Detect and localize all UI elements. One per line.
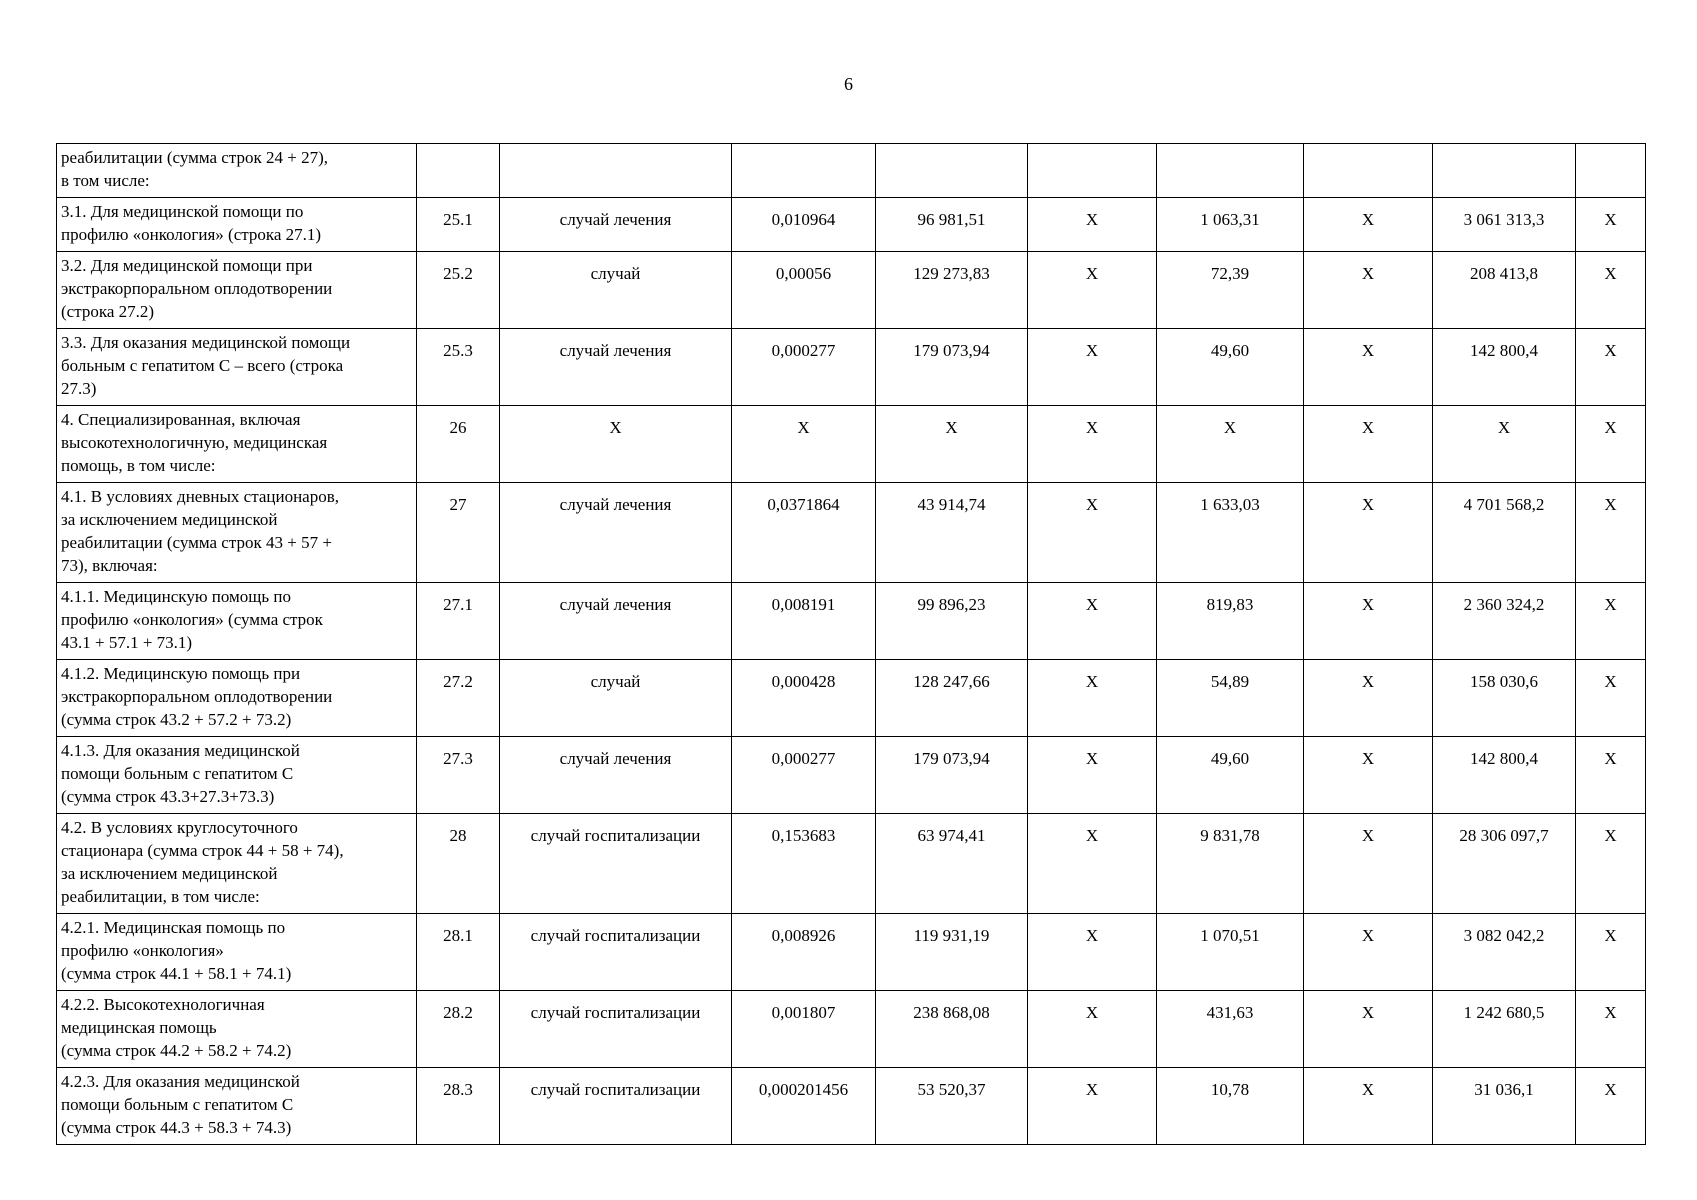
table-cell: Х (1576, 914, 1646, 991)
table-cell: Х (1028, 991, 1157, 1068)
table-cell: Х (1576, 329, 1646, 406)
table-cell (500, 144, 732, 198)
table-row (57, 144, 1646, 198)
table-cell: 0,001807 (732, 991, 876, 1068)
table-cell: Х (1576, 483, 1646, 583)
table-cell: Х (1304, 991, 1433, 1068)
table-cell: 819,83 (1157, 583, 1304, 660)
row-name: 4.1. В условиях дневных стационаров, за исключением медицинской реабилитации (сумма строк 43 + 57 + 73), включая: (57, 483, 417, 583)
table-cell: случай (500, 252, 732, 329)
table-cell: Х (1576, 252, 1646, 329)
table-cell: случай (500, 660, 732, 737)
table-cell: Х (1304, 814, 1433, 914)
table-cell: 431,63 (1157, 991, 1304, 1068)
table-row (57, 914, 1646, 991)
table-cell: 25.3 (417, 329, 500, 406)
table-cell: случай лечения (500, 737, 732, 814)
table-cell: 43 914,74 (876, 483, 1028, 583)
table-cell: 142 800,4 (1433, 329, 1576, 406)
table-cell: 158 030,6 (1433, 660, 1576, 737)
table-row (57, 406, 1646, 483)
table-cell: Х (1304, 583, 1433, 660)
table-cell: 49,60 (1157, 737, 1304, 814)
table-cell: Х (1028, 737, 1157, 814)
row-name: 3.2. Для медицинской помощи при экстракорпоральном оплодотворении (строка 27.2) (57, 252, 417, 329)
row-name: 4.2.1. Медицинская помощь по профилю «онкология» (сумма строк 44.1 + 58.1 + 74.1) (57, 914, 417, 991)
table-cell: случай лечения (500, 329, 732, 406)
table-cell: Х (1304, 252, 1433, 329)
table-cell: 1 242 680,5 (1433, 991, 1576, 1068)
table-cell: 0,0371864 (732, 483, 876, 583)
table-row (57, 483, 1646, 583)
table-row (57, 991, 1646, 1068)
row-name: 4.1.2. Медицинскую помощь при экстракорпоральном оплодотворении (сумма строк 43.2 + 57.2 + 73.2) (57, 660, 417, 737)
row-name: 4. Специализированная, включая высокотехнологичную, медицинская помощь, в том числе: (57, 406, 417, 483)
table-cell: случай госпитализации (500, 1068, 732, 1145)
table-cell: 28.1 (417, 914, 500, 991)
table-cell: Х (500, 406, 732, 483)
table-row (57, 814, 1646, 914)
row-name: реабилитации (сумма строк 24 + 27), в том числе: (57, 144, 417, 198)
table-cell: Х (1304, 1068, 1433, 1145)
table-cell (417, 144, 500, 198)
table-cell: 63 974,41 (876, 814, 1028, 914)
table-cell: 27.3 (417, 737, 500, 814)
table-cell: 0,00056 (732, 252, 876, 329)
table-cell: 72,39 (1157, 252, 1304, 329)
table-cell: 0,000201456 (732, 1068, 876, 1145)
table-cell: 0,008926 (732, 914, 876, 991)
table-row (57, 737, 1646, 814)
table-cell: 28.2 (417, 991, 500, 1068)
table-cell: Х (1576, 737, 1646, 814)
table-cell: Х (1304, 329, 1433, 406)
table-cell: случай госпитализации (500, 914, 732, 991)
table-cell: 128 247,66 (876, 660, 1028, 737)
table-cell: 25.1 (417, 198, 500, 252)
table-cell: Х (1576, 406, 1646, 483)
table-cell: Х (1304, 737, 1433, 814)
table-cell: случай лечения (500, 583, 732, 660)
row-name: 4.1.3. Для оказания медицинской помощи больным с гепатитом С (сумма строк 43.3+27.3+73.3) (57, 737, 417, 814)
table-cell (732, 144, 876, 198)
table-cell: 3 061 313,3 (1433, 198, 1576, 252)
table-cell: 0,000277 (732, 329, 876, 406)
table-cell: Х (1304, 914, 1433, 991)
table-row (57, 198, 1646, 252)
table-cell: случай лечения (500, 198, 732, 252)
table-cell: 0,153683 (732, 814, 876, 914)
table-cell: 28 306 097,7 (1433, 814, 1576, 914)
table-cell: 10,78 (1157, 1068, 1304, 1145)
table-cell: 0,010964 (732, 198, 876, 252)
row-name: 3.1. Для медицинской помощи по профилю «онкология» (строка 27.1) (57, 198, 417, 252)
table-cell: 27 (417, 483, 500, 583)
table-cell: Х (1304, 406, 1433, 483)
table-cell: 1 070,51 (1157, 914, 1304, 991)
table-cell: 2 360 324,2 (1433, 583, 1576, 660)
table-cell: Х (1576, 1068, 1646, 1145)
table-cell: Х (1028, 198, 1157, 252)
table-cell: Х (1304, 483, 1433, 583)
table-cell: Х (876, 406, 1028, 483)
table-row (57, 660, 1646, 737)
table-cell: 179 073,94 (876, 329, 1028, 406)
table-cell: 238 868,08 (876, 991, 1028, 1068)
table-cell (1576, 144, 1646, 198)
table-row (57, 1068, 1646, 1145)
row-name: 4.2.3. Для оказания медицинской помощи больным с гепатитом С (сумма строк 44.3 + 58.3 + 74.3) (57, 1068, 417, 1145)
table-cell: Х (1028, 583, 1157, 660)
table-cell: 31 036,1 (1433, 1068, 1576, 1145)
table-cell: Х (732, 406, 876, 483)
table-cell (1157, 144, 1304, 198)
table-cell: Х (1028, 252, 1157, 329)
table-cell: 99 896,23 (876, 583, 1028, 660)
table-cell: 179 073,94 (876, 737, 1028, 814)
table-cell: 0,000428 (732, 660, 876, 737)
data-table (56, 143, 1646, 1145)
row-name: 3.3. Для оказания медицинской помощи больным с гепатитом С – всего (строка 27.3) (57, 329, 417, 406)
table-cell: Х (1304, 660, 1433, 737)
table-row (57, 329, 1646, 406)
table-cell: Х (1028, 483, 1157, 583)
table-cell: Х (1028, 329, 1157, 406)
table-cell: Х (1433, 406, 1576, 483)
table-row (57, 252, 1646, 329)
table-cell: 27.2 (417, 660, 500, 737)
table-cell: 1 063,31 (1157, 198, 1304, 252)
table-cell: Х (1028, 406, 1157, 483)
table-cell: Х (1028, 660, 1157, 737)
table-cell: 49,60 (1157, 329, 1304, 406)
table-cell: 0,000277 (732, 737, 876, 814)
row-name: 4.2.2. Высокотехнологичная медицинская помощь (сумма строк 44.2 + 58.2 + 74.2) (57, 991, 417, 1068)
table-cell: Х (1576, 991, 1646, 1068)
table-cell: Х (1576, 583, 1646, 660)
table-cell: 3 082 042,2 (1433, 914, 1576, 991)
table-cell: 142 800,4 (1433, 737, 1576, 814)
table-cell: Х (1576, 660, 1646, 737)
table-cell: 54,89 (1157, 660, 1304, 737)
table-cell: случай госпитализации (500, 814, 732, 914)
table-cell: 28.3 (417, 1068, 500, 1145)
table-cell: 27.1 (417, 583, 500, 660)
table-cell: 96 981,51 (876, 198, 1028, 252)
table-cell: 28 (417, 814, 500, 914)
table-cell: Х (1576, 814, 1646, 914)
table-cell: случай лечения (500, 483, 732, 583)
table-cell: 53 520,37 (876, 1068, 1028, 1145)
table-cell: 25.2 (417, 252, 500, 329)
table-cell: Х (1028, 914, 1157, 991)
table-cell: 9 831,78 (1157, 814, 1304, 914)
table-cell (1433, 144, 1576, 198)
row-name: 4.1.1. Медицинскую помощь по профилю «онкология» (сумма строк 43.1 + 57.1 + 73.1) (57, 583, 417, 660)
table-cell: 119 931,19 (876, 914, 1028, 991)
table-cell: 129 273,83 (876, 252, 1028, 329)
page-number: 6 (844, 74, 853, 94)
row-name: 4.2. В условиях круглосуточного стационара (сумма строк 44 + 58 + 74), за исключением медицинской реабилитации, в том числе: (57, 814, 417, 914)
table-cell: Х (1028, 814, 1157, 914)
table-cell: случай госпитализации (500, 991, 732, 1068)
table-cell: 26 (417, 406, 500, 483)
table-cell: Х (1304, 198, 1433, 252)
table-row (57, 583, 1646, 660)
table-cell: 208 413,8 (1433, 252, 1576, 329)
table-cell (876, 144, 1028, 198)
table-cell: 1 633,03 (1157, 483, 1304, 583)
table-cell (1304, 144, 1433, 198)
table-cell: Х (1028, 1068, 1157, 1145)
table-body (57, 144, 1646, 1145)
table-cell: 0,008191 (732, 583, 876, 660)
table-cell (1028, 144, 1157, 198)
table-cell: Х (1157, 406, 1304, 483)
table-cell: Х (1576, 198, 1646, 252)
table-cell: 4 701 568,2 (1433, 483, 1576, 583)
